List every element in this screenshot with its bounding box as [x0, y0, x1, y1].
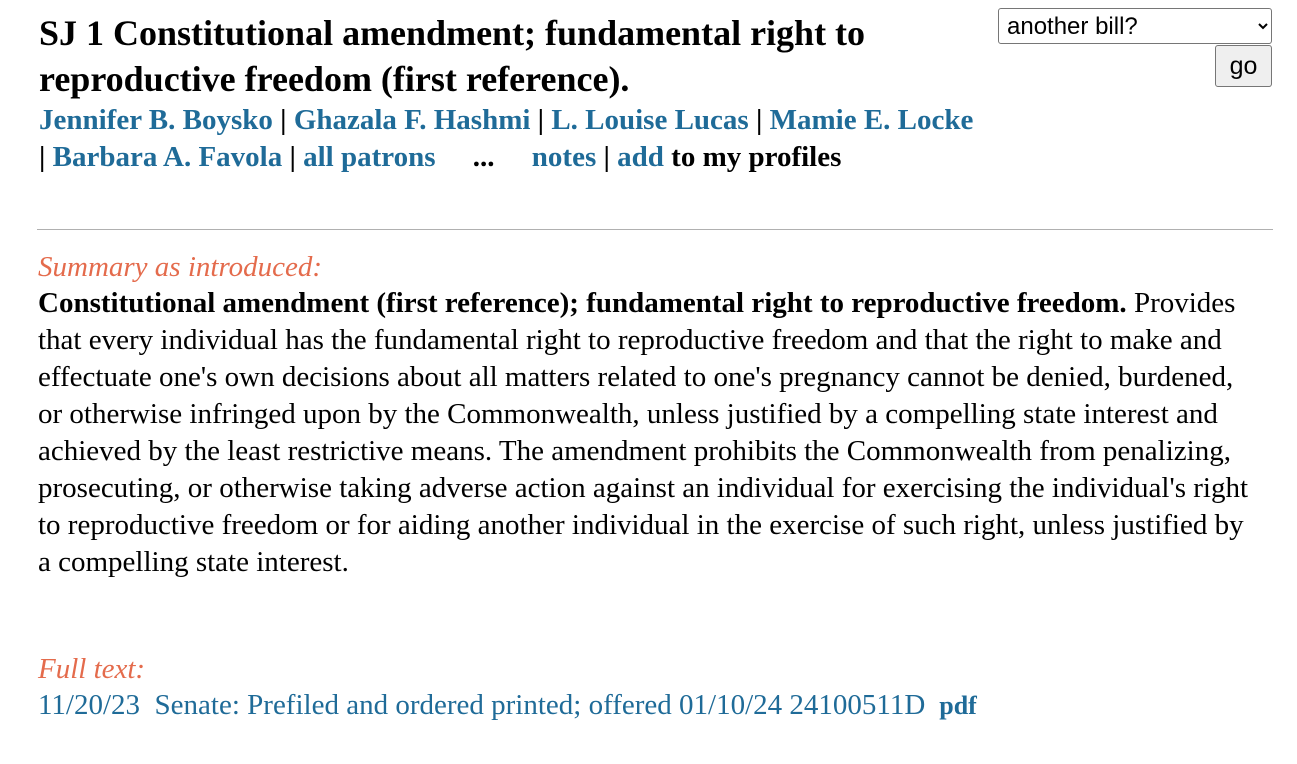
patron-link-favola[interactable]: Barbara A. Favola — [52, 141, 283, 173]
summary-heading: Constitutional amendment (first reference); fundamental right to reproductive freedom. — [38, 287, 1127, 319]
summary-text — [38, 285, 1263, 581]
all-patrons-link[interactable]: all patrons — [303, 141, 436, 173]
full-text-section — [38, 651, 1263, 724]
patron-separator: | — [755, 104, 763, 136]
to-my-profiles-text: to my profiles — [671, 141, 842, 173]
summary-body: Provides that every individual has the fundamental right to reproductive freedom and that the right to make and effectuate one's own decisions about all matters related to one's pregnancy cannot be denied, burdened, or otherwise infringed upon by the Commonwealth, unless justified by a compelling state interest and achieved by the least restrictive means. The amendment prohibits the Commonwealth from penalizing, prosecuting, or otherwise taking adverse action against an individual for exercising the individual's right to reproductive freedom or for aiding another individual in the exercise of such right, unless justified by a compelling state interest. — [38, 287, 1249, 578]
go-button[interactable]: go — [1215, 45, 1272, 87]
patron-link-lucas[interactable]: L. Louise Lucas — [551, 104, 749, 136]
patron-list — [39, 102, 984, 176]
pdf-link[interactable]: pdf — [939, 691, 977, 720]
full-text-label: Full text: — [38, 653, 146, 685]
patron-separator: | — [603, 141, 610, 173]
full-text-version-link[interactable] — [38, 689, 925, 721]
summary-section — [38, 249, 1263, 581]
full-text-description: Senate: Prefiled and ordered printed; offered 01/10/24 24100511D — [154, 689, 926, 721]
patron-separator: | — [289, 141, 296, 173]
bill-selector-wrap — [998, 8, 1272, 44]
full-text-date: 11/20/23 — [38, 689, 141, 721]
full-text-entry — [38, 687, 1263, 724]
patron-link-locke[interactable]: Mamie E. Locke — [769, 104, 974, 136]
another-bill-select[interactable] — [998, 8, 1272, 44]
bill-title: SJ 1 Constitutional amendment; fundamental right to reproductive freedom (first reference). — [39, 13, 866, 99]
patron-separator: | — [537, 104, 545, 136]
patron-link-hashmi[interactable]: Ghazala F. Hashmi — [293, 104, 531, 136]
summary-label: Summary as introduced: — [38, 251, 323, 283]
patron-separator: | — [280, 104, 287, 136]
patron-separator: | — [39, 141, 46, 173]
header-divider — [37, 229, 1273, 230]
add-to-profiles-link[interactable]: add — [617, 141, 664, 173]
ellipsis: ... — [472, 141, 495, 173]
patron-link-boysko[interactable]: Jennifer B. Boysko — [39, 104, 273, 136]
bill-header — [39, 10, 984, 176]
notes-link[interactable]: notes — [531, 141, 597, 173]
